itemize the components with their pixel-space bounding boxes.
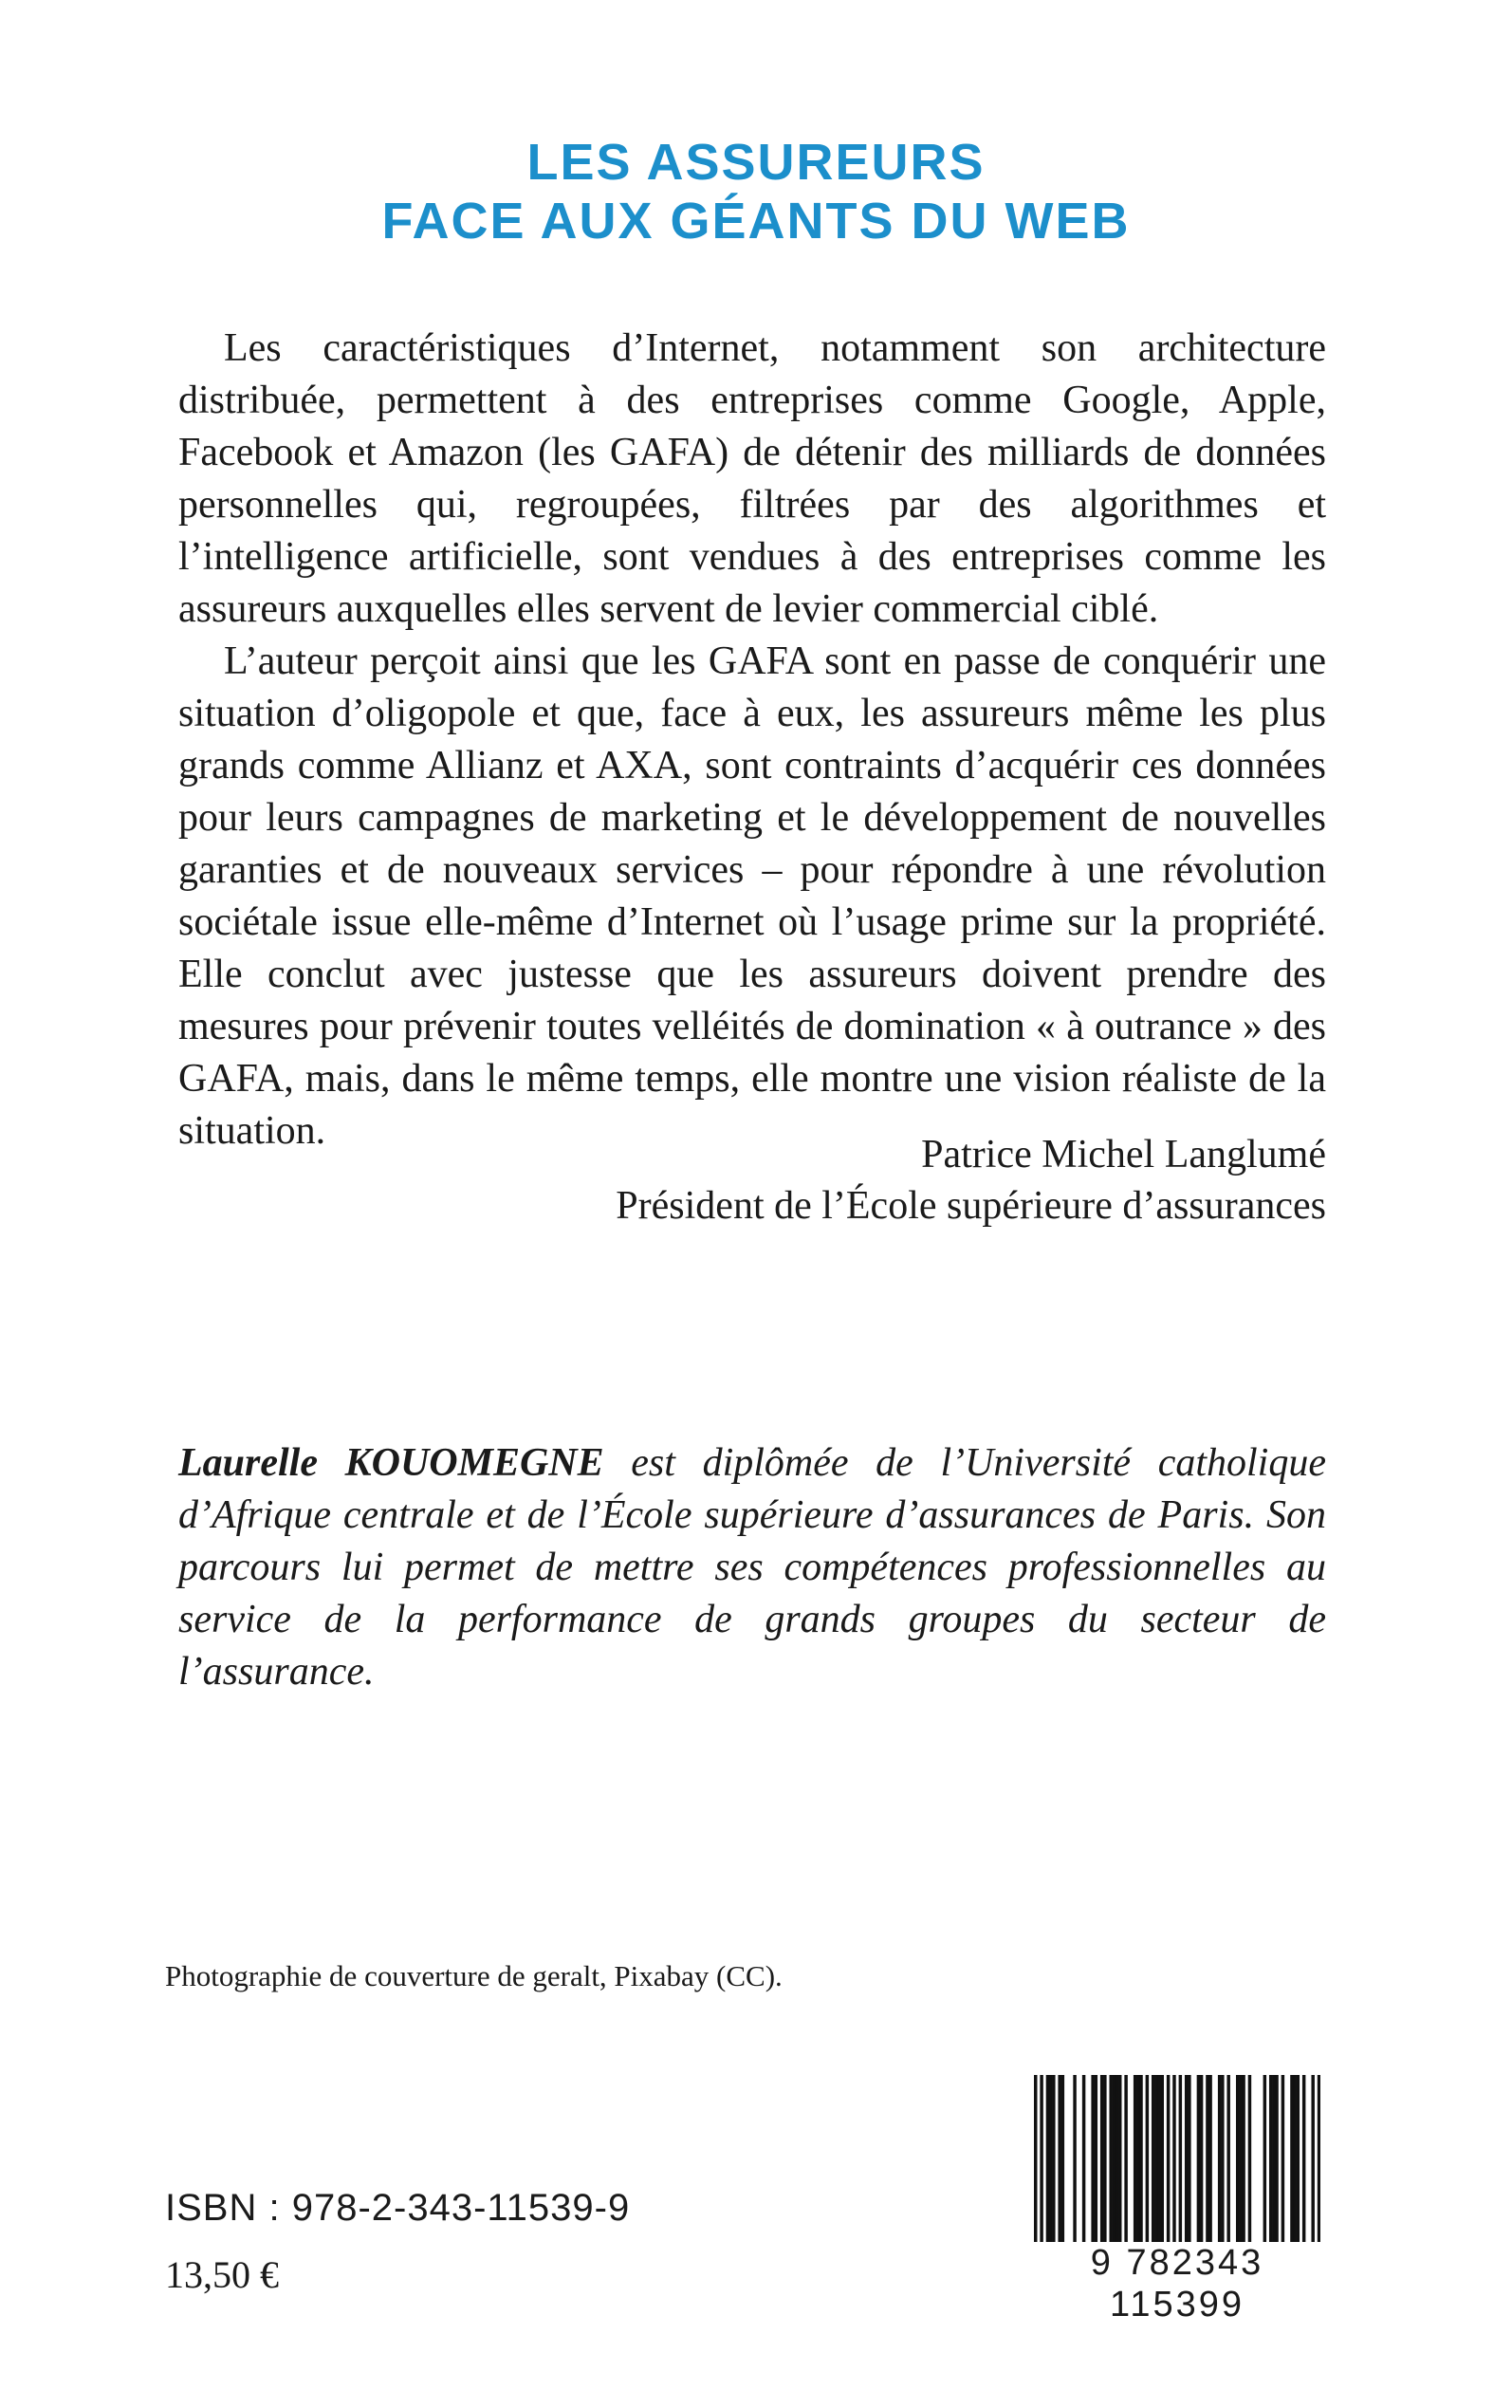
barcode-bar — [1218, 2075, 1221, 2242]
barcode-bar — [1167, 2075, 1170, 2242]
signature-role: Président de l’École supérieure d’assurances — [616, 1184, 1326, 1228]
blurb-paragraph-2: L’auteur perçoit ainsi que les GAFA sont en passe de conquérir une situation d’oligopole et que, face à eux, les assureurs même les plus grands comme Allianz et AXA, sont contraints d’acquérir ces données pour leurs campagnes de marketing et le développement de nouvelles garanties et de nouveaux services – pour répondre à une révolution sociétale issue elle-même d’Internet où l’usage prime sur la propriété. Elle conclut avec justesse que les assureurs doivent prendre des mesures pour prévenir toutes velléités de domination « à outrance » des GAFA, mais, dans le même temps, elle montre une vision réaliste de la situation. — [178, 639, 1326, 1153]
barcode-bar — [1124, 2075, 1127, 2242]
barcode-bar — [1134, 2075, 1136, 2242]
barcode-bar — [1161, 2075, 1164, 2242]
title-line-1: LES ASSUREURS — [526, 134, 986, 191]
barcode-bar — [1248, 2075, 1251, 2242]
barcode-digits: 9 782343 115399 — [1034, 2242, 1320, 2325]
barcode-bar — [1290, 2075, 1293, 2242]
barcode-bar — [1100, 2075, 1103, 2242]
barcode-bar — [1221, 2075, 1224, 2242]
price: 13,50 € — [165, 2253, 279, 2296]
barcode-bar — [1185, 2075, 1188, 2242]
barcode-bar — [1157, 2075, 1160, 2242]
author-name: Laurelle KOUOMEGNE — [178, 1441, 604, 1485]
barcode-bar — [1116, 2075, 1118, 2242]
signature-name: Patrice Michel Langlumé — [921, 1133, 1326, 1176]
barcode-bar — [1152, 2075, 1154, 2242]
barcode-bar — [1197, 2075, 1200, 2242]
author-bio-text: est diplômée de l’Université catholique d’Afrique centrale et de l’École supérieure d’assurances de Paris. Son parcours lui permet de mettre ses compétences professionnelles au service de la performance de grands groupes du secteur de l’assurance. — [178, 1441, 1326, 1694]
barcode-bar — [1052, 2075, 1055, 2242]
barcode-bar — [1208, 2075, 1211, 2242]
barcode-bar — [1275, 2075, 1278, 2242]
barcode-bar — [1040, 2075, 1042, 2265]
barcode-bar — [1226, 2075, 1229, 2242]
blurb-paragraph-1: Les caractéristiques d’Internet, notamment son architecture distribuée, permettent à des entreprises comme Google, Apple, Facebook et Amazon (les GAFA) de détenir des milliards de données personnelles qui, regroupées, filtrées par des algorithmes et l’intelligence artificielle, sont vendues à des entreprises comme les assureurs auxquelles elles servent de levier commercial ciblé. — [178, 326, 1326, 631]
barcode-bar — [1200, 2075, 1203, 2242]
barcode-bar — [1061, 2075, 1064, 2242]
barcode-bar — [1272, 2075, 1275, 2242]
barcode-bar — [1095, 2075, 1097, 2242]
barcode-bar — [1318, 2075, 1320, 2265]
barcode-bar — [1046, 2075, 1049, 2242]
barcode-bar — [1082, 2075, 1085, 2242]
barcode-bar — [1179, 2075, 1182, 2265]
author-bio — [178, 1437, 1326, 1698]
barcode-bar — [1049, 2075, 1052, 2242]
barcode-bar — [1188, 2075, 1190, 2242]
barcode-bar — [1154, 2075, 1157, 2242]
signature — [616, 1129, 1326, 1232]
barcode-bar — [1136, 2075, 1139, 2242]
barcode-bar — [1103, 2075, 1106, 2242]
barcode-bar — [1293, 2075, 1296, 2242]
barcode-bar — [1058, 2075, 1060, 2242]
barcode-bar — [1034, 2075, 1037, 2265]
barcode-bar — [1113, 2075, 1116, 2242]
barcode-bar — [1146, 2075, 1149, 2242]
barcode-bar — [1139, 2075, 1142, 2242]
barcode-bar — [1073, 2075, 1076, 2242]
barcode-bar — [1242, 2075, 1245, 2242]
barcode-bar — [1206, 2075, 1208, 2242]
barcode-bar — [1282, 2075, 1284, 2242]
book-title — [0, 133, 1512, 250]
barcode-bar — [1263, 2075, 1266, 2242]
barcode-bar — [1311, 2075, 1314, 2265]
barcode-bar — [1109, 2075, 1112, 2242]
back-cover-blurb — [178, 323, 1326, 1158]
barcode-bar — [1172, 2075, 1175, 2265]
barcode-bar — [1269, 2075, 1272, 2242]
barcode-bar — [1297, 2075, 1300, 2242]
isbn: ISBN : 978-2-343-11539-9 — [165, 2187, 631, 2229]
barcode-bar — [1302, 2075, 1305, 2242]
barcode-bar — [1236, 2075, 1239, 2242]
title-line-2: FACE AUX GÉANTS DU WEB — [381, 193, 1131, 250]
barcode-bar — [1118, 2075, 1121, 2242]
barcode-bar — [1091, 2075, 1094, 2242]
photo-credit: Photographie de couverture de geralt, Pixabay (CC). — [165, 1959, 783, 1992]
barcode-bar — [1239, 2075, 1242, 2242]
